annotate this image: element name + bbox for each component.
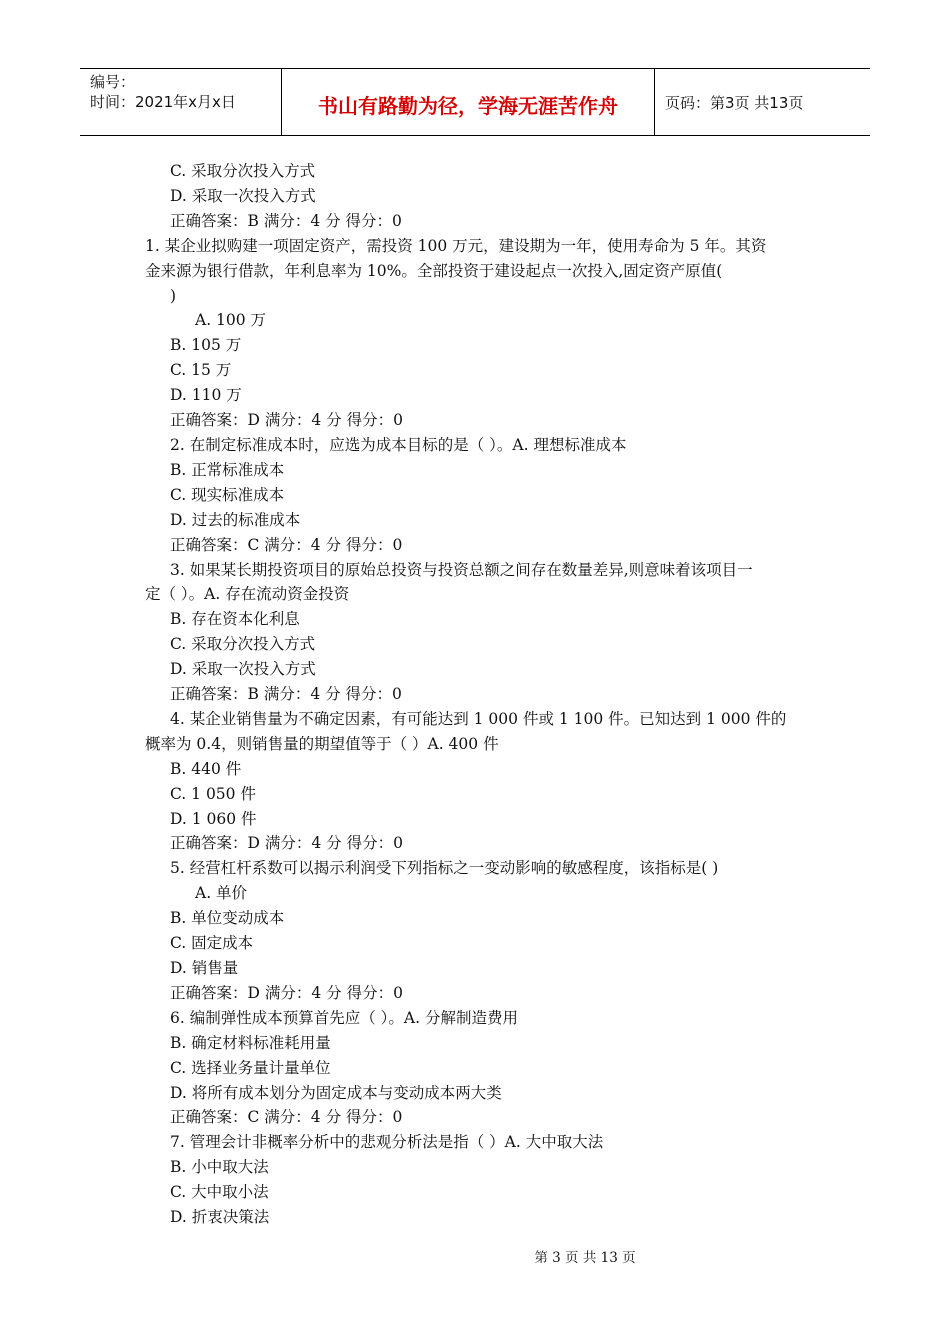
text-line: 4. 某企业销售量为不确定因素，有可能达到 1 000 件或 1 100 件。已知达到 1 000 件的	[170, 709, 787, 728]
text-line: 7. 管理会计非概率分析中的悲观分析法是指（ ）A. 大中取大法	[170, 1133, 604, 1152]
text-line: A. 100 万	[195, 311, 267, 330]
header-page-info: 页码：第3页 共13页	[665, 93, 804, 112]
date-label: 时间：2021年x月x日	[90, 93, 236, 111]
header-meta	[80, 69, 282, 135]
text-line: C. 固定成本	[170, 934, 254, 953]
text-line: B. 存在资本化利息	[170, 610, 300, 629]
text-line: B. 确定材料标准耗用量	[170, 1033, 331, 1052]
text-line: 6. 编制弹性成本预算首先应（ ）。A. 分解制造费用	[170, 1008, 518, 1027]
text-line: C. 现实标准成本	[170, 485, 285, 504]
document-body	[145, 159, 810, 1230]
text-line: 概率为 0.4，则销售量的期望值等于（ ）A. 400 件	[145, 734, 499, 753]
text-line: 2. 在制定标准成本时，应选为成本目标的是（ ）。A. 理想标准成本	[170, 435, 627, 454]
text-line: D. 销售量	[170, 959, 239, 977]
text-line: A. 单价	[195, 884, 248, 903]
number-label: 编号：	[90, 73, 136, 91]
text-line: 5. 经营杠杆系数可以揭示利润受下列指标之一变动影响的敏感程度，该指标是( )	[170, 859, 719, 878]
text-line: D. 折衷决策法	[170, 1208, 270, 1227]
text-line: B. 105 万	[170, 336, 242, 355]
text-line: 3. 如果某长期投资项目的原始总投资与投资总额之间存在数量差异,则意味着该项目一	[170, 560, 753, 579]
text-line: 正确答案：B 满分：4 分 得分：0	[170, 685, 402, 704]
header-motto: 书山有路勤为径，学海无涯苦作舟	[282, 69, 655, 135]
text-line: D. 1 060 件	[170, 809, 257, 828]
text-line: 1. 某企业拟购建一项固定资产，需投资 100 万元，建设期为一年，使用寿命为 5 年。其资	[145, 236, 767, 255]
text-line: D. 110 万	[170, 386, 242, 405]
text-line: C. 大中取小法	[170, 1183, 269, 1202]
page-header	[80, 68, 870, 136]
text-line: 正确答案：B 满分：4 分 得分：0	[170, 211, 402, 230]
text-line: 金来源为银行借款，年利息率为 10%。全部投资于建设起点一次投入,固定资产原值(	[145, 261, 723, 280]
text-line: 正确答案：D 满分：4 分 得分：0	[170, 983, 403, 1002]
text-line: B. 单位变动成本	[170, 909, 285, 928]
text-line: 正确答案：C 满分：4 分 得分：0	[170, 535, 403, 554]
page-footer: 第 3 页 共 13 页	[534, 1250, 636, 1266]
text-line: 正确答案：C 满分：4 分 得分：0	[170, 1108, 403, 1127]
text-line: C. 1 050 件	[170, 784, 256, 803]
text-line: D. 采取一次投入方式	[170, 660, 316, 679]
text-line: C. 选择业务量计量单位	[170, 1058, 331, 1077]
text-line: 正确答案：D 满分：4 分 得分：0	[170, 834, 403, 853]
text-line: D. 将所有成本划分为固定成本与变动成本两大类	[170, 1083, 502, 1102]
text-line: D. 过去的标准成本	[170, 510, 301, 529]
text-line: B. 小中取大法	[170, 1158, 269, 1177]
text-line: C. 采取分次投入方式	[170, 635, 316, 654]
text-line: B. 正常标准成本	[170, 460, 285, 479]
text-line: )	[170, 286, 177, 305]
text-line: 定（ ）。A. 存在流动资金投资	[145, 585, 350, 604]
text-line: 正确答案：D 满分：4 分 得分：0	[170, 411, 403, 430]
text-line: B. 440 件	[170, 759, 242, 778]
text-line: C. 15 万	[170, 361, 232, 380]
text-line: D. 采取一次投入方式	[170, 186, 316, 205]
text-line: C. 采取分次投入方式	[170, 162, 316, 180]
